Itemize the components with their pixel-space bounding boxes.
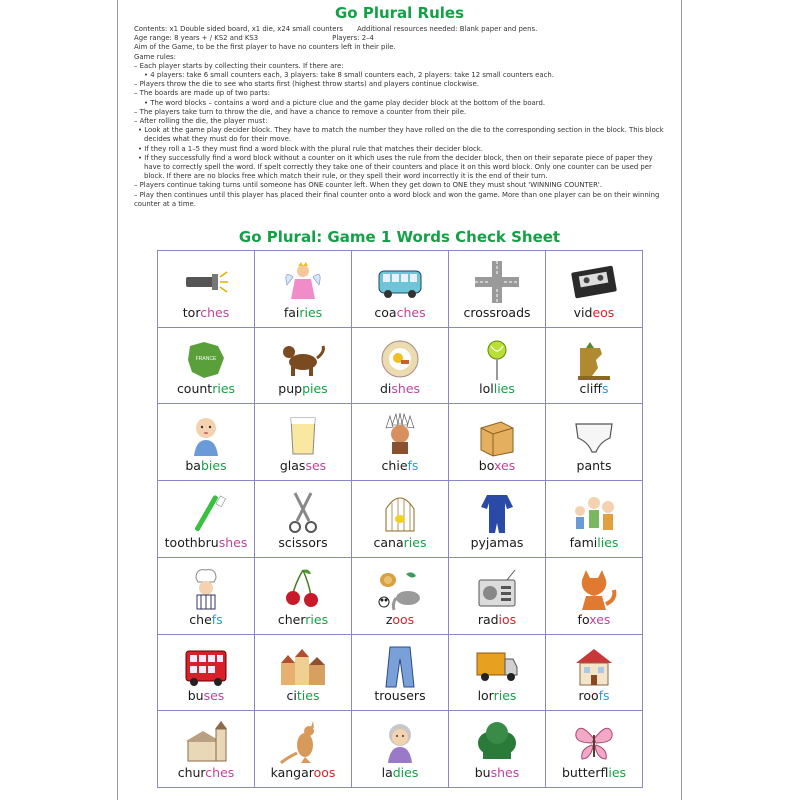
plural-word (352, 688, 448, 703)
word-card (158, 711, 255, 788)
torch-icon (158, 259, 254, 305)
word-stem: chur (177, 765, 206, 780)
radio-icon (449, 566, 545, 612)
word-card (449, 558, 546, 635)
word-stem: lol (479, 381, 494, 397)
word-stem: kangar (270, 765, 314, 780)
word-card (449, 711, 546, 788)
plural-word (546, 765, 642, 780)
word-card (546, 328, 643, 405)
plural-word (546, 688, 642, 703)
word-stem: rad (477, 611, 499, 627)
word-stem: count (176, 381, 213, 397)
word-stem: coa (374, 304, 397, 320)
aim-text: Aim of the Game, to be the first player to have no counters left in their pile. (134, 43, 396, 52)
word-card (255, 251, 352, 328)
word-grid (157, 250, 643, 788)
fairy-icon (255, 259, 351, 305)
word-stem: che (189, 611, 212, 627)
lolly-icon (449, 336, 545, 382)
rule-3a: • The word blocks – contains a word and a picture clue and the game play decider block at the bottom of the board. (144, 98, 546, 107)
word-card (546, 558, 643, 635)
plural-word (352, 535, 448, 550)
word-card (352, 404, 449, 481)
coach-icon (352, 259, 448, 305)
plural-suffix: ches (396, 304, 426, 320)
plural-word (449, 305, 545, 320)
word-stem: cher (277, 611, 306, 627)
players-text: Players: 2–4 (332, 34, 374, 43)
lorry-icon (449, 643, 545, 689)
lady-icon (352, 719, 448, 765)
plural-suffix: oos (392, 611, 415, 627)
plural-suffix: fs (407, 458, 419, 474)
plural-word (449, 381, 545, 396)
pyjamas-icon (449, 489, 545, 535)
roof-icon (546, 643, 642, 689)
plural-word (449, 458, 545, 473)
word-stem: ci (286, 688, 297, 704)
pants-icon (546, 412, 642, 458)
word-stem: vid (573, 304, 593, 320)
word-stem: toothbru (164, 534, 219, 550)
plural-suffix: bies (200, 458, 227, 474)
plural-suffix: shes (490, 765, 520, 780)
plural-suffix: fs (211, 611, 223, 627)
trousers-icon (352, 643, 448, 689)
rules-sheet (117, 0, 682, 800)
plural-word (255, 612, 351, 627)
city-icon (255, 643, 351, 689)
word-card (158, 635, 255, 712)
baby-icon (158, 412, 254, 458)
plural-suffix: ses (203, 688, 225, 704)
france-map-icon (158, 336, 254, 382)
plural-suffix: lies (597, 534, 619, 550)
plural-word (158, 535, 254, 550)
rule-4: – The players take turn to throw the die, and have a chance to remove a counter from their pile. (134, 107, 467, 116)
rule-6: – Players continue taking turns until someone has ONE counter left. When they get down to ONE they must shout 'WINNING COUNTER'. (134, 181, 602, 190)
plural-word (158, 381, 254, 396)
word-stem: di (379, 381, 392, 397)
plural-word (449, 612, 545, 627)
svg-text:FRANCE: FRANCE (195, 355, 217, 362)
word-stem: butterf (561, 765, 609, 780)
contents-line (134, 25, 664, 34)
word-stem: fai (283, 304, 300, 320)
plural-word (158, 612, 254, 627)
puppy-icon (255, 336, 351, 382)
chef-icon (158, 566, 254, 612)
word-stem: bu (187, 688, 204, 704)
family-icon (546, 489, 642, 535)
word-card (546, 251, 643, 328)
plural-word (255, 765, 351, 780)
rule-2: – Players throw the die to see who starts first (highest throw starts) and players continue clockwise. (134, 80, 479, 89)
word-stem: glas (279, 458, 306, 474)
word-card (546, 635, 643, 712)
plural-suffix: lies (608, 765, 627, 780)
plural-word (158, 305, 254, 320)
plural-word (546, 458, 642, 473)
church-icon (158, 719, 254, 765)
scissors-icon (255, 489, 351, 535)
word-stem: pants (576, 458, 612, 474)
game-rules-heading: Game rules: (134, 52, 176, 61)
word-card (255, 711, 352, 788)
word-stem: ba (185, 458, 201, 474)
word-card (449, 251, 546, 328)
rule-1a: • 4 players: take 6 small counters each, 3 players: take 8 small counters each, 2 players: take 12 small counters each. (144, 71, 554, 80)
word-stem: lor (477, 688, 494, 704)
bus-icon (158, 643, 254, 689)
word-card (158, 404, 255, 481)
word-stem: tor (182, 304, 201, 320)
rule-1: – Each player starts by collecting their counters. If there are: (134, 61, 344, 70)
word-card (255, 481, 352, 558)
word-stem: roo (578, 688, 599, 704)
word-stem: la (381, 765, 393, 780)
word-card (546, 711, 643, 788)
plural-word (255, 381, 351, 396)
word-card (158, 481, 255, 558)
plural-suffix: ries (212, 381, 236, 397)
word-card (255, 558, 352, 635)
word-stem: fo (577, 611, 590, 627)
word-card (352, 558, 449, 635)
plural-suffix: ries (403, 534, 427, 550)
plural-suffix: xes (493, 458, 516, 474)
word-card (352, 711, 449, 788)
age-text: Age range: 8 years + / KS2 and KS3 (134, 34, 259, 43)
plural-suffix: ches (200, 304, 230, 320)
word-card (449, 328, 546, 405)
word-stem: crossroads (463, 304, 531, 320)
word-stem: cana (373, 534, 404, 550)
plural-word (255, 688, 351, 703)
word-stem: z (385, 611, 393, 627)
chief-icon (352, 412, 448, 458)
word-card (449, 404, 546, 481)
plural-word (352, 458, 448, 473)
age-line (134, 34, 664, 43)
word-card (352, 251, 449, 328)
plural-word (449, 535, 545, 550)
plural-word (546, 305, 642, 320)
crossroads-icon (449, 259, 545, 305)
word-card (158, 251, 255, 328)
plural-suffix: dies (392, 765, 419, 780)
plural-suffix: eos (592, 304, 615, 320)
plural-suffix: ties (296, 688, 320, 704)
resources-text: Additional resources needed: Blank paper and pens. (356, 25, 538, 33)
word-stem: fami (569, 534, 598, 550)
canary-icon (352, 489, 448, 535)
word-card (352, 481, 449, 558)
plural-word (158, 458, 254, 473)
word-card (255, 635, 352, 712)
rules-text (134, 25, 664, 209)
plural-word (449, 765, 545, 780)
plural-suffix: oos (313, 765, 336, 780)
plural-word (158, 688, 254, 703)
word-card (255, 328, 352, 405)
rule-5: – After rolling the die, the player must: (134, 117, 268, 126)
word-stem: trousers (374, 688, 426, 704)
word-card (158, 558, 255, 635)
plural-suffix: ries (305, 611, 329, 627)
box-icon (449, 412, 545, 458)
plural-word (352, 381, 448, 396)
plural-word (546, 535, 642, 550)
glass-icon (255, 412, 351, 458)
plural-word (255, 535, 351, 550)
plural-word (352, 765, 448, 780)
plural-suffix: fs (598, 688, 610, 704)
rule-5c: • If they successfully find a word block without a counter on it which uses the rule from the decider block, then on their separate piece of paper they have to correctly spell the word. If spelt correctly they take one of their counters and place it on this word block. Only one counter can be used per block. If there are no blocks free which match their rule, or they spell their word incorrectly it is the end of their turn. (138, 153, 653, 181)
cliff-icon (546, 336, 642, 382)
plural-suffix: lies (493, 381, 515, 397)
word-stem: bo (478, 458, 494, 474)
rule-7: – Play then continues until this player has placed their final counter onto a word block and won the game. More than one player can be on their winning counter at a time. (134, 190, 660, 208)
plural-suffix: shes (391, 381, 421, 397)
plural-word (546, 381, 642, 396)
plural-suffix: ries (493, 688, 517, 704)
video-icon (546, 259, 642, 305)
zoo-icon (352, 566, 448, 612)
word-stem: pup (278, 381, 303, 397)
word-card (352, 328, 449, 405)
plural-word (352, 612, 448, 627)
word-stem: bu (474, 765, 491, 780)
word-card (158, 328, 255, 405)
plural-suffix: fs (601, 381, 609, 397)
check-sheet-title: Go Plural: Game 1 Words Check Sheet (238, 228, 561, 246)
dish-icon (352, 336, 448, 382)
plural-word (352, 305, 448, 320)
word-stem: clif (579, 381, 602, 397)
plural-word (449, 688, 545, 703)
word-card (546, 481, 643, 558)
plural-word (255, 458, 351, 473)
plural-word (255, 305, 351, 320)
rule-5a: • Look at the game play decider block. They have to match the number they have rolled on the die to the corresponding section in the block. This block decides what they must do for their move. (138, 126, 664, 144)
rule-3: – The boards are made up of two parts: (134, 89, 270, 98)
plural-suffix: xes (589, 611, 611, 627)
word-card (352, 635, 449, 712)
page-title: Go Plural Rules (334, 4, 464, 22)
plural-suffix: ries (299, 304, 323, 320)
plural-word (158, 765, 254, 780)
plural-suffix: shes (218, 534, 248, 550)
plural-word (546, 612, 642, 627)
word-card (449, 635, 546, 712)
fox-icon (546, 566, 642, 612)
cherries-icon (255, 566, 351, 612)
plural-suffix: ches (205, 765, 235, 780)
toothbrush-icon (158, 489, 254, 535)
kangaroo-icon (255, 719, 351, 765)
plural-suffix: pies (302, 381, 328, 397)
word-stem: pyjamas (470, 534, 524, 550)
rule-5b: • If they roll a 1–5 they must find a word block with the plural rule that matches their decider block. (138, 144, 483, 153)
word-card (449, 481, 546, 558)
word-stem: chie (381, 458, 408, 474)
contents-text: Contents: x1 Double sided board, x1 die, x24 small counters (134, 25, 343, 33)
plural-suffix: ios (498, 611, 517, 627)
plural-suffix: ses (305, 458, 327, 474)
word-stem: scissors (278, 534, 328, 550)
word-card (255, 404, 352, 481)
word-card (546, 404, 643, 481)
butterfly-icon (546, 719, 642, 765)
bush-icon (449, 719, 545, 765)
